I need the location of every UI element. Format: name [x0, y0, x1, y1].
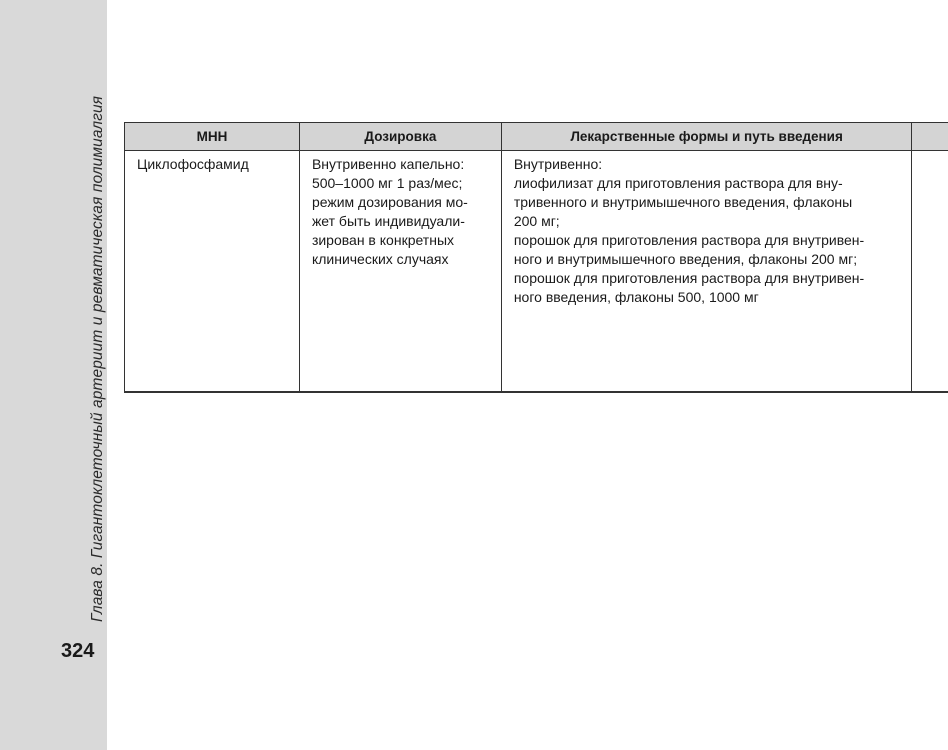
header-inn: МНН	[125, 123, 300, 151]
cell-dosage	[299, 151, 501, 392]
drug-table	[124, 122, 948, 393]
header-forms: Лекарственные формы и путь введения	[501, 123, 912, 151]
table-header-row	[125, 123, 948, 151]
page-number: 324	[61, 640, 95, 662]
header-dosage: Дозировка	[299, 123, 501, 151]
table-row	[125, 151, 948, 392]
forms-text: Внутривенно: лиофилизат для приготовления раствора для вну- тривенного и внутримышечного введения, флаконы 200 мг; порошок для приготовления раствора для внутривен- ного и внутримышечного введения, флаконы 200 мг; порошок для приготовления раствора для внутривен- ного введения, флаконы 500, 1000 мг	[513, 156, 865, 305]
cell-forms	[501, 151, 912, 392]
header-extra	[912, 123, 948, 151]
cell-inn	[125, 151, 300, 392]
drug-name: Циклофосфамид	[137, 156, 249, 172]
cell-extra	[912, 151, 948, 392]
dosage-text: Внутривенно капельно: 500–1000 мг 1 раз/мес; режим дозирования мо- жет быть индивидуали- зирован в конкретных клинических случаях	[311, 156, 468, 267]
chapter-title: Глава 8. Гигантоклеточный артериит и ревматическая полимиалгия	[89, 95, 106, 622]
